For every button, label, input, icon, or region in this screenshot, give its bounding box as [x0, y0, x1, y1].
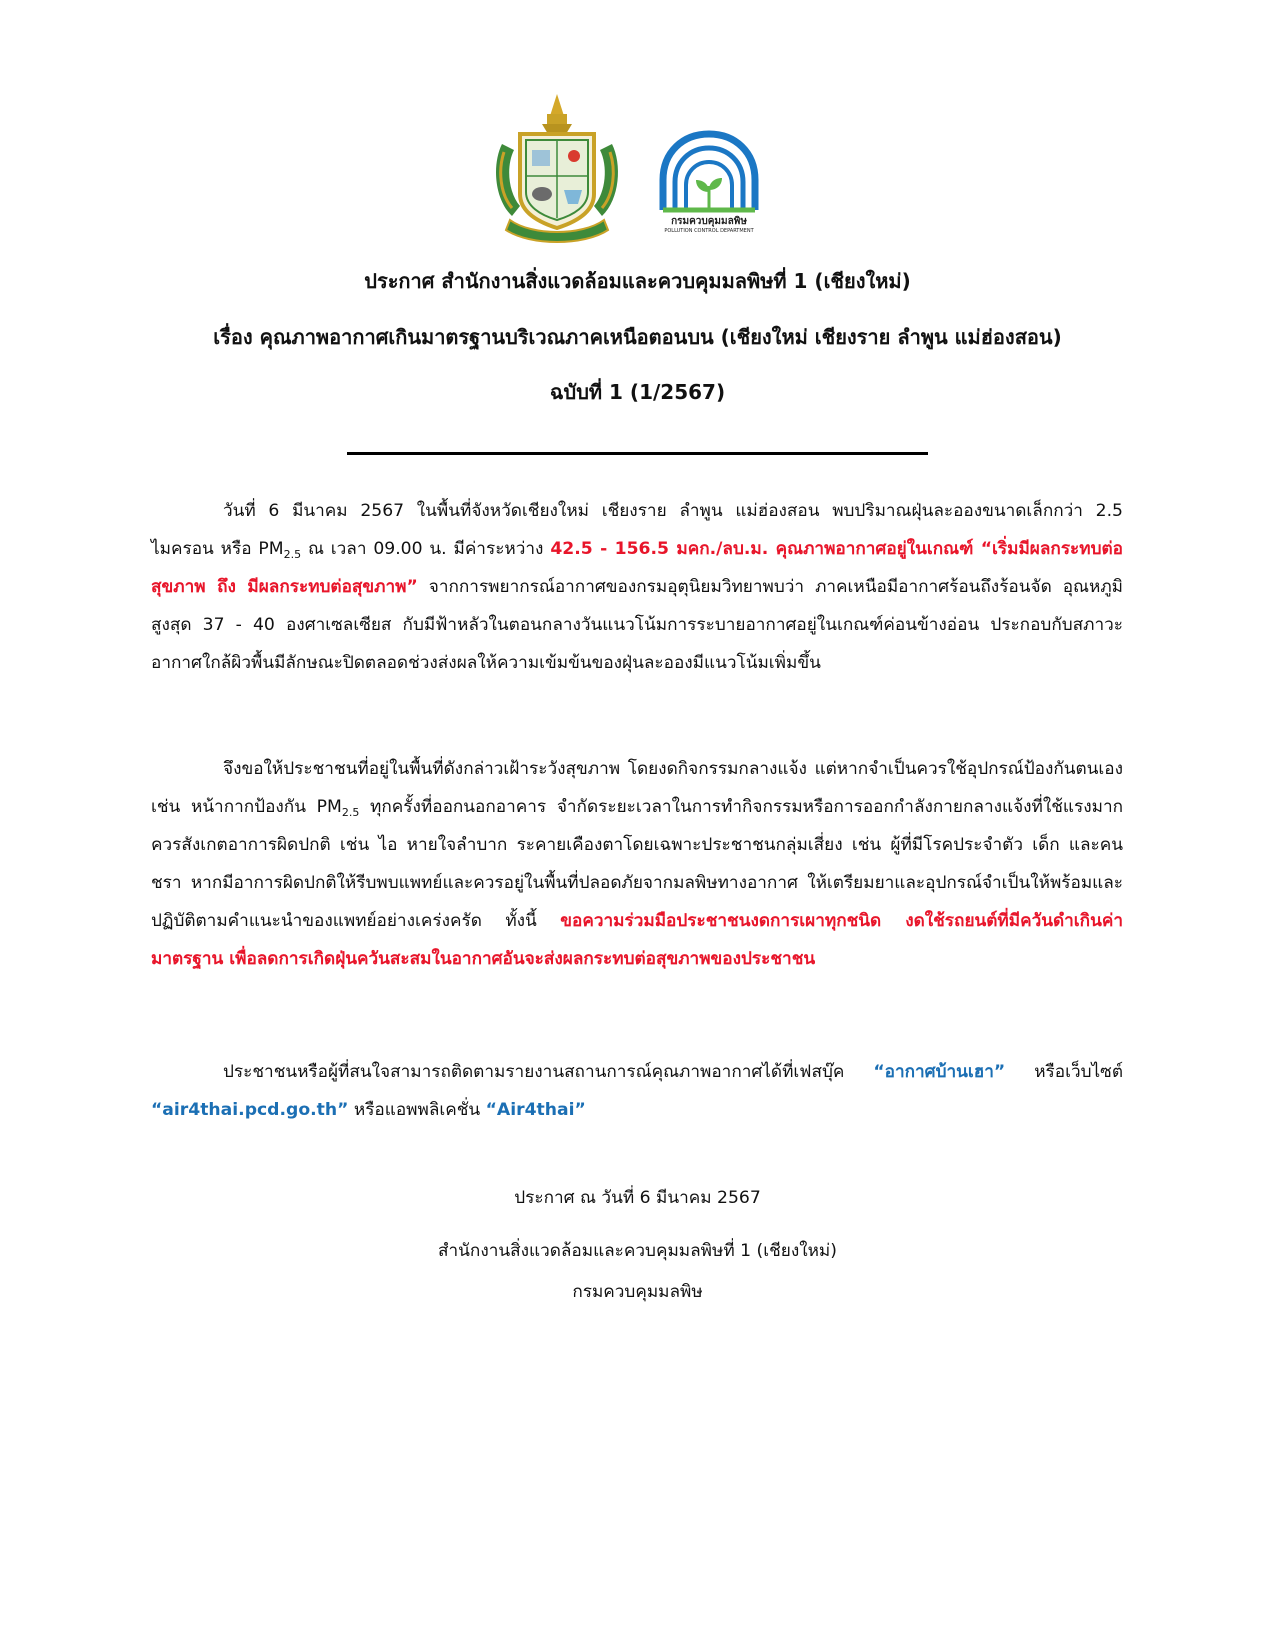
pcd-logo: [650, 130, 768, 242]
p3-text-2: หรือเว็บไซต์: [1005, 1062, 1123, 1082]
paragraph-health-advice: [151, 750, 1123, 978]
p2-text-1: จึงขอให้ประชาชนที่อยู่ในพื้นที่ดังกล่าวเฝ้าระวังสุขภาพ โดยงดกิจกรรมกลางแจ้ง แต่หากจำเป็นควรใช้อุปกรณ์ป้องกันตนเอง เช่น หน้ากากป้องกัน PM: [151, 759, 1123, 817]
announcement-title: ประกาศ สำนักงานสิ่งแวดล้อมและควบคุมมลพิษที่ 1 (เชียงใหม่): [364, 269, 911, 293]
p2-text-2: ทุกครั้งที่ออกนอกอาคาร จำกัดระยะเวลาในการทำกิจกรรมหรือการออกกำลังกายกลางแจ้งที่ใช้แรงมาก ควรสังเกตอาการผิดปกติ เช่น ไอ หายใจลำบาก ระคายเคืองตาโดยเฉพาะประชาชนกลุ่มเสี่ยง เช่น ผู้ที่มีโรคประจำตัว เด็ก และคนชรา หากมีอาการผิดปกติให้รีบพบแพทย์และควรอยู่ในพื้นที่ปลอดภัยจากมลพิษทางอากาศ ให้เตรียมยาและอุปกรณ์จำเป็นให้พร้อมและปฏิบัติตามคำแนะนำของแพทย์อย่างเคร่งครัด ทั้งนี้: [151, 797, 1124, 931]
p1-text-1: วันที่ 6 มีนาคม 2567 ในพื้นที่จังหวัดเชียงใหม่ เชียงราย ลำพูน แม่ฮ่องสอน พบปริมาณฝุ่นละอองขนาดเล็กกว่า 2.5 ไมครอน หรือ PM: [151, 501, 1123, 559]
paragraph-air-quality-status: [151, 492, 1123, 682]
title-divider: [347, 452, 928, 455]
pcd-logo-thai-text: กรมควบคุมมลพิษ: [671, 216, 747, 227]
issuing-department: กรมควบคุมมลพิษ: [572, 1282, 703, 1302]
p1-text-3: จากการพยากรณ์อากาศของกรมอุตุนิยมวิทยาพบว่า ภาคเหนือมีอากาศร้อนถึงร้อนจัด อุณหภูมิสูงสุด 37 - 40 องศาเซลเซียส กับมีฟ้าหลัวในตอนกลางวันแนวโน้มการระบายอากาศอยู่ในเกณฑ์ค่อนข้างอ่อน ประกอบกับสภาวะอากาศใกล้ผิวพื้นมีลักษณะปิดตลอดช่วงส่งผลให้ความเข้มข้นของฝุ่นละอองมีแนวโน้มเพิ่มขึ้น: [151, 577, 1123, 673]
app-link[interactable]: “Air4thai”: [485, 1100, 586, 1120]
p1-pm-range-highlight: 42.5 - 156.5 มคก./ลบ.ม. คุณภาพอากาศอยู่ในเกณฑ์ “เริ่มมีผลกระทบต่อสุขภาพ ถึง มีผลกระทบต่อสุขภาพ”: [151, 539, 1124, 597]
p1-pm-subscript: 2.5: [283, 548, 302, 561]
p3-text-1: ประชาชนหรือผู้ที่สนใจสามารถติดตามรายงานสถานการณ์คุณภาพอากาศได้ที่เฟสบุ๊ค: [223, 1062, 874, 1082]
p3-text-3: หรือแอพพลิเคชั่น: [348, 1100, 486, 1120]
office-seal-emblem: [492, 94, 622, 244]
pcd-logo-english-text: POLLUTION CONTROL DEPARTMENT: [664, 228, 754, 234]
announcement-date: ประกาศ ณ วันที่ 6 มีนาคม 2567: [514, 1188, 761, 1208]
paragraph-information-sources: [151, 1053, 1123, 1129]
p2-cooperation-highlight: ขอความร่วมมือประชาชนงดการเผาทุกชนิด งดใช้รถยนต์ที่มีควันดำเกินค่ามาตรฐาน เพื่อลดการเกิดฝุ่นควันสะสมในอากาศอันจะส่งผลกระทบต่อสุขภาพของประชาชน: [151, 911, 1123, 969]
logo-area: [0, 88, 1275, 246]
website-link[interactable]: “air4thai.pcd.go.th”: [151, 1100, 349, 1120]
announcement-subject: เรื่อง คุณภาพอากาศเกินมาตรฐานบริเวณภาคเหนือตอนบน (เชียงใหม่ เชียงราย ลำพูน แม่ฮ่องสอน): [213, 325, 1062, 349]
pcd-logo-mark: [650, 130, 768, 214]
p2-pm-subscript: 2.5: [341, 806, 360, 819]
p1-text-2: ณ เวลา 09.00 น. มีค่าระหว่าง: [301, 539, 551, 559]
facebook-page-link[interactable]: “อากาศบ้านเฮา”: [873, 1062, 1006, 1082]
announcement-issue-number: ฉบับที่ 1 (1/2567): [549, 380, 726, 404]
issuing-office: สำนักงานสิ่งแวดล้อมและควบคุมมลพิษที่ 1 (เชียงใหม่): [438, 1241, 837, 1261]
